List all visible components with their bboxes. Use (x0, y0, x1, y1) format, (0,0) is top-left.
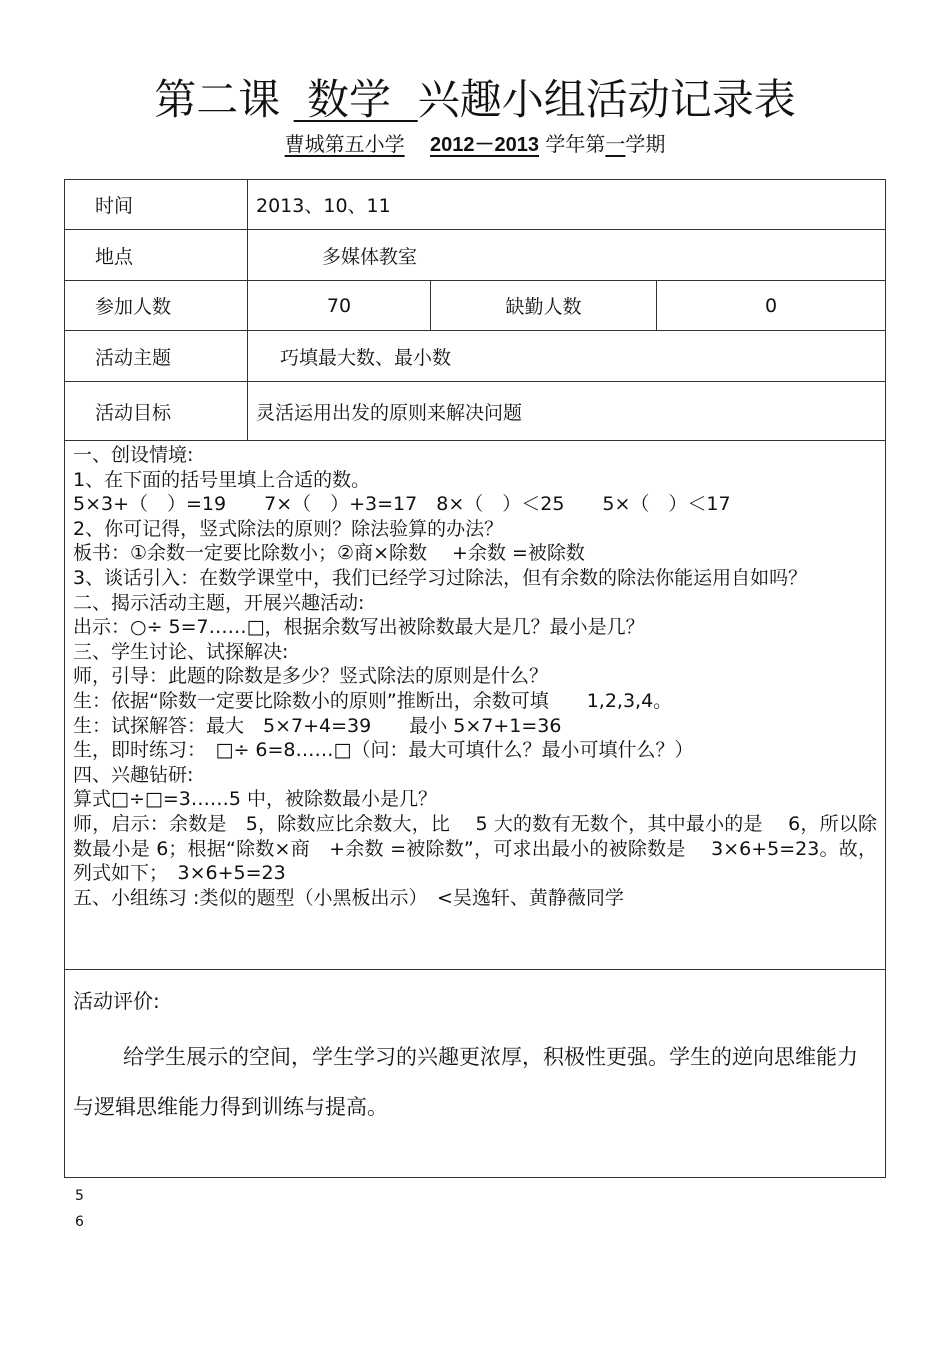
content-line: 算式□÷□=3……5 中，被除数最小是几？ (73, 788, 437, 811)
content-line: 五、小组练习 :类似的题型（小黑板出示） <吴逸轩、黄静薇同学 (73, 886, 624, 909)
page-title (0, 72, 950, 128)
footnote-6: 6 (75, 1214, 84, 1230)
title-prefix: 第二课 (154, 75, 281, 124)
evaluation-cell (65, 970, 886, 1178)
goal-label: 活动目标 (65, 382, 248, 441)
evaluation-heading: 活动评价: (73, 989, 160, 1013)
attend-value: 70 (248, 281, 431, 331)
content-line: 三、学生讨论、试探解决: (73, 640, 289, 663)
content-line: 四、兴趣钻研: (73, 763, 194, 786)
row-evaluation (65, 970, 886, 1178)
evaluation-text: 给学生展示的空间，学生学习的兴趣更浓厚，积极性更强。学生的逆向思维能力与逻辑思维能力得到训练与提高。 (73, 1045, 858, 1119)
record-table (64, 179, 886, 1178)
content-line: 2、你可记得，竖式除法的原则？除法验算的办法？ (73, 517, 504, 540)
row-attendance (65, 281, 886, 331)
title-suffix: 兴趣小组活动记录表 (417, 75, 796, 124)
content-line: 出示：○÷ 5=7……□，根据余数写出被除数最大是几？最小是几？ (73, 616, 645, 639)
time-value: 2013、10、11 (248, 180, 886, 230)
row-content (65, 441, 886, 970)
activity-content (65, 441, 886, 970)
absent-label: 缺勤人数 (431, 281, 657, 331)
content-line: 师，引导：此题的除数是多少？竖式除法的原则是什么？ (73, 665, 549, 688)
theme-value: 巧填最大数、最小数 (248, 331, 886, 382)
row-time (65, 180, 886, 230)
school-name: 曹城第五小学 (284, 132, 405, 156)
place-value: 多媒体教室 (248, 230, 886, 281)
year-range: 2012－2013 (430, 134, 540, 156)
goal-value: 灵活运用出发的原则来解决问题 (248, 382, 886, 441)
footnote-5: 5 (75, 1188, 84, 1204)
content-line: 生：试探解答：最大 5×7+4=39 最小 5×7+1=36 (73, 714, 562, 737)
semester-suffix: 学期 (625, 132, 666, 156)
time-label: 时间 (65, 180, 248, 230)
content-paragraph: 师，启示：余数是 5，除数应比余数大，比 5 大的数有无数个，其中最小的是 6，所以除数最小是 6；根据“除数×商 +余数 =被除数”，可求出最小的被除数是 3×6+5=23。故，列式如下； 3×6+5=23 (73, 812, 877, 885)
content-line: 1、在下面的括号里填上合适的数。 (73, 468, 371, 491)
row-theme (65, 331, 886, 382)
content-line: 生，即时练习： □÷ 6=8……□（问：最大可填什么？最小可填什么？） (73, 739, 694, 762)
theme-label: 活动主题 (65, 331, 248, 382)
content-line: 板书：①余数一定要比除数小；②商×除数 +余数 =被除数 (73, 542, 585, 565)
content-line: 生：依据“除数一定要比除数小的原则”推断出，余数可填 1,2,3,4。 (73, 689, 673, 712)
place-label: 地点 (65, 230, 248, 281)
absent-value: 0 (657, 281, 886, 331)
content-line: 3、谈话引入：在数学课堂中，我们已经学习过除法，但有余数的除法你能运用自如吗？ (73, 566, 808, 589)
semester-number: 一 (605, 132, 626, 156)
title-subject: 数学 (307, 75, 392, 124)
row-place (65, 230, 886, 281)
content-line: 二、揭示活动主题，开展兴趣活动: (73, 591, 365, 614)
semester-prefix: 学年第 (545, 132, 606, 156)
content-line: 一、创设情境: (73, 444, 194, 466)
row-goal (65, 382, 886, 441)
content-line: 5×3+（ ）=19 7×（ ）+3=17 8×（ ）＜25 5×（ ）＜17 (73, 493, 731, 516)
attend-label: 参加人数 (65, 281, 248, 331)
subtitle (0, 128, 950, 161)
